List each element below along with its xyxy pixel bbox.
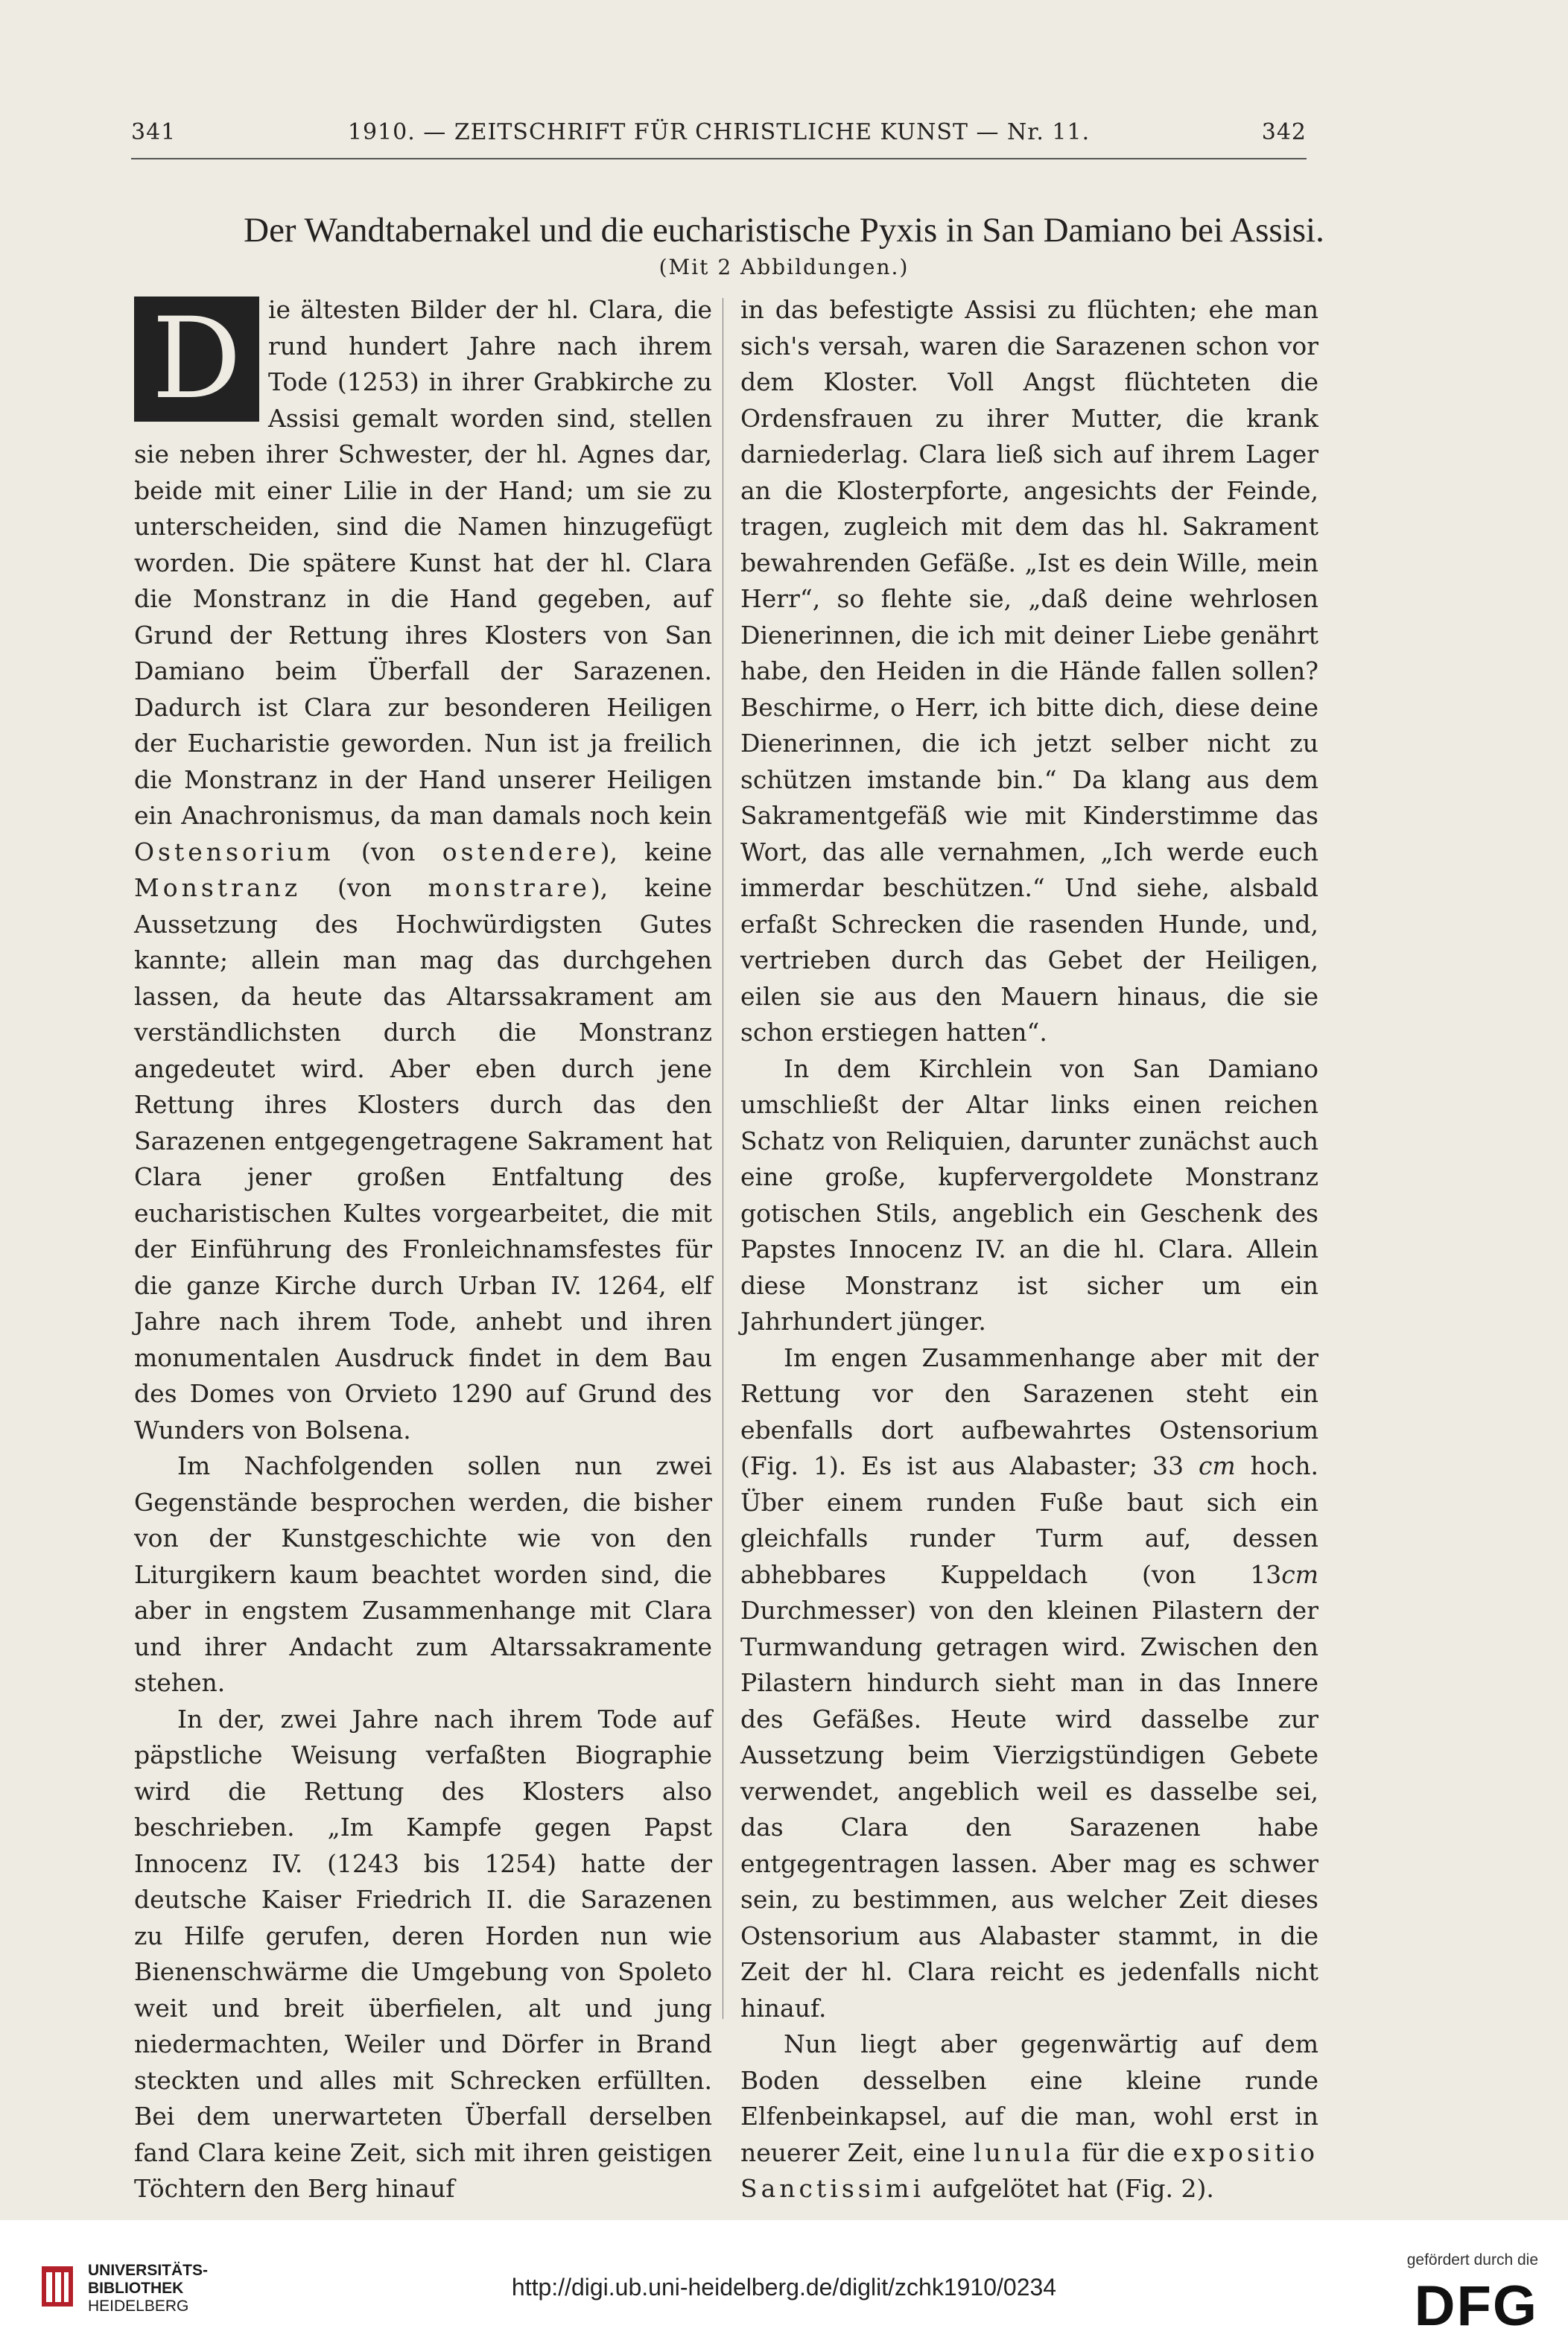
running-title: 1910. — ZEITSCHRIFT FÜR CHRISTLICHE KUNST — Nr. 11. xyxy=(347,119,1091,145)
paragraph: Nun liegt aber gegenwärtig auf dem Boden desselben eine kleine runde Elfenbeinkapsel, auf die man, wohl erst in neuerer Zeit, eine lunula für die expositio Sanctissimi aufgelötet hat (Fig. 2). xyxy=(740,2029,1318,2203)
paragraph: In dem Kirchlein von San Damiano umschließt der Altar links einen reichen Schatz von Reliquien, darunter zunächst auch eine große, kupfervergoldete Monstranz gotischen Stils, angeblich ein Geschenk des Papstes Innocenz IV. an die hl. Clara. Allein diese Monstranz ist sicher um ein Jahrhundert jünger. xyxy=(740,1053,1318,1336)
paragraph: Im Nachfolgenden sollen nun zwei Gegenstände besprochen werden, die bisher von der Kunstgeschichte wie von den Liturgikern kaum beachtet worden sind, die aber in engstem Zusammenhange mit Clara und ihrer Andacht zum Altarssakramente stehen. xyxy=(134,1451,712,1697)
paragraph: Im engen Zusammenhange aber mit der Rettung vor den Sarazenen steht ein ebenfalls dort aufbewahrtes Ostensorium (Fig. 1). Es ist aus Alabaster; 33 cm hoch. Über einem runden Fuße baut sich ein gleichfalls runder Turm auf, dessen abhebbares Kuppeldach (von 13cm Durchmesser) von den kleinen Pilastern der Turmwandung getragen wird. Zwischen den Pilastern hindurch sieht man in das Innere des Gefäßes. Heute wird dasselbe zur Aussetzung beim Vierzigstündigen Gebete verwendet, angeblich weil es dasselbe sei, das Clara den Sarazenen habe entgegentragen lassen. Aber mag es schwer sein, zu bestimmen, aus welcher Zeit dieses Ostensorium aus Alabaster stammt, in die Zeit der hl. Clara reicht es jedenfalls nicht hinauf. xyxy=(740,1342,1318,2023)
dropcap-initial: D xyxy=(134,297,259,422)
left-column xyxy=(134,292,712,2207)
paragraph: in das befestigte Assisi zu flüchten; ehe man sich's versah, waren die Sarazenen schon vor dem Kloster. Voll Angst flüchteten die Ordensfrauen zu ihrer Mutter, die krank darniederlag. Clara ließ sich auf ihrem Lager an die Klosterpforte, angesichts der Feinde, tragen, zugleich mit dem das hl. Sakrament bewahrenden Gefäße. „Ist es dein Wille, mein Herr“, so flehte sie, „daß deine wehrlosen Dienerinnen, die ich mit deiner Liebe genährt habe, den Heiden in die Hände fallen sollen? Beschirme, o Herr, ich bitte dich, diese deine Dienerinnen, die ich jetzt selber nicht zu schützen imstande bin.“ Da klang aus dem Sakramentgefäß wie mit Kinderstimme das Wort, das alle vernahmen, „Ich werde euch immerdar beschützen.“ Und siehe, alsbald erfaßt Schrecken die rasenden Hunde, und, vertrieben durch das Gebet der Heiligen, eilen sie aus den Mauern hinaus, die sie schon erstiegen hatten“. xyxy=(740,295,1318,1047)
paragraph: D ie ältesten Bilder der hl. Clara, die rund hundert Jahre nach ihrem Tode (1253) in ihrer Grabkirche zu Assisi gemalt worden sind, stellen sie neben ihrer Schwester, der hl. Agnes dar, beide mit einer Lilie in der Hand; um sie zu unterscheiden, sind die Namen hinzugefügt worden. Die spätere Kunst hat der hl. Clara die Monstranz in die Hand gegeben, auf Grund der Rettung ihres Klosters von San Damiano beim Überfall der Sarazenen. Dadurch ist Clara zur besonderen Heiligen der Eucharistie geworden. Nun ist ja freilich die Monstranz in der Hand unserer Heiligen ein Anachronismus, da man damals noch kein Ostensorium (von ostendere), keine Monstranz (von monstrare), keine Aussetzung des Hochwürdigsten Gutes kannte; allein man mag das durchgehen lassen, da heute das Altarssakrament am verständlichsten durch die Monstranz angedeutet wird. Aber eben durch jene Rettung ihres Klosters durch das den Sarazenen entgegengetragene Sakrament hat Clara jener großen Entfaltung des eucharistischen Kultes vorgearbeitet, die mit der Einführung des Fronleichnamsfestes für die ganze Kirche durch Urban IV. 1264, elf Jahre nach ihrem Tode, anhebt und ihren monumentalen Ausdruck findet in dem Bau des Domes von Orvieto 1290 auf Grund des Wunders von Bolsena. xyxy=(134,294,713,1445)
header-rule xyxy=(131,158,1307,159)
right-column xyxy=(740,292,1318,2207)
paragraph: In der, zwei Jahre nach ihrem Tode auf päpstliche Weisung verfaßten Biographie wird die Rettung des Klosters also beschrieben. „Im Kampfe gegen Papst Innocenz IV. (1243 bis 1254) hatte der deutsche Kaiser Friedrich II. die Sarazenen zu Hilfe gerufen, deren Horden nun wie Bienenschwärme die Umgebung von Spoleto weit und breit überfielen, alt und jung niedermachten, Weiler und Dörfer in Brand steckten und alles mit Schrecken erfüllten. Bei dem unerwarteten Überfall derselben fand Clara keine Zeit, sich mit ihren geistigen Töchtern den Berg hinauf xyxy=(134,1704,712,2203)
dfg-logo: DFG xyxy=(1414,2274,1538,2338)
article-subtitle: (Mit 2 Abbildungen.) xyxy=(658,255,910,279)
library-name: UNIVERSITÄTS- BIBLIOTHEK HEIDELBERG xyxy=(88,2262,209,2315)
page-number-right: 342 xyxy=(1261,119,1307,145)
article-title: Der Wandtabernakel und die eucharistische Pyxis in San Damiano bei Assisi. xyxy=(244,211,1324,250)
funding-note: gefördert durch die xyxy=(1406,2251,1538,2269)
page-number-left: 341 xyxy=(131,119,177,145)
running-header xyxy=(131,119,1307,156)
source-url-link[interactable]: http://digi.ub.uni-heidelberg.de/diglit/zchk1910/0234 xyxy=(511,2274,1057,2301)
